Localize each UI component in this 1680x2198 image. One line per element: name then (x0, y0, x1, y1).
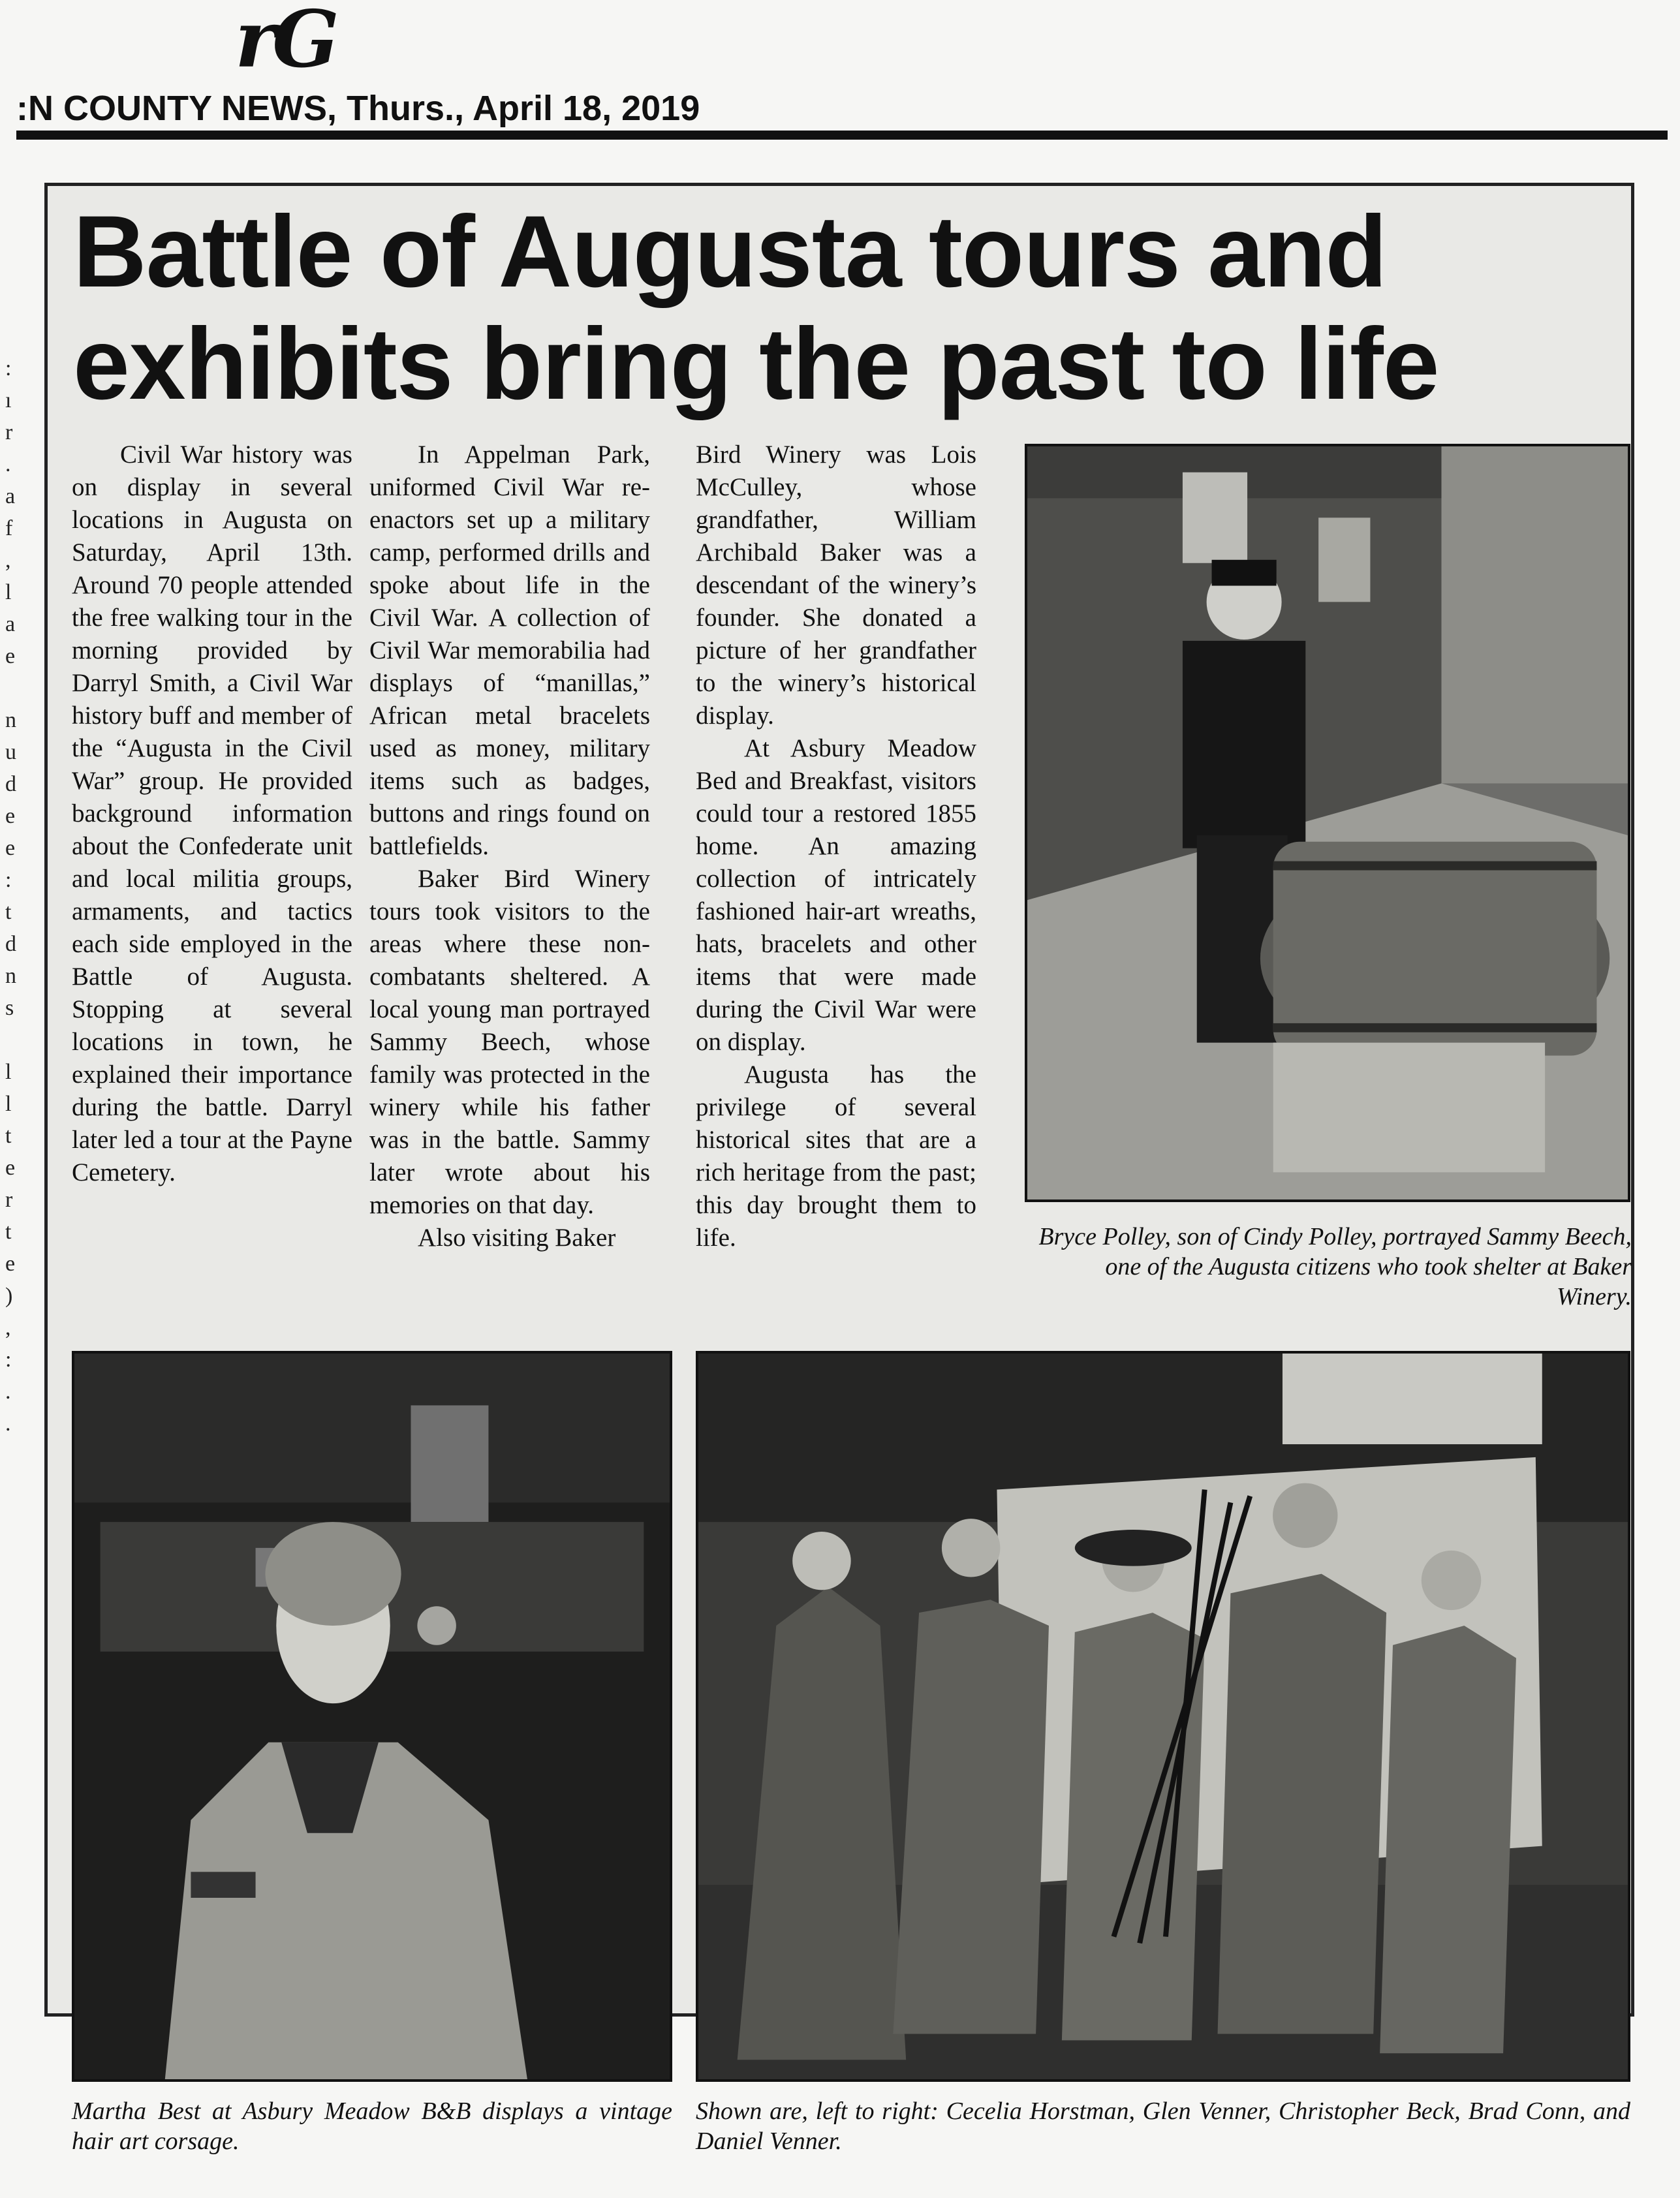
headline-line-2: exhibits bring the past to life (73, 307, 1439, 421)
col2-para-3: Also visiting Baker (418, 1224, 616, 1252)
col3-para-1: Bird Winery was Lois McCulley, whose grandfather, William Archibald Baker was a descendant of the winery’s founder. She donated a picture of her grandfather to the winery’s historical display. (696, 441, 976, 730)
photo-bryce-polley-image (1027, 446, 1628, 1200)
photo-reenactors-image (698, 1354, 1628, 2079)
col1-para-1: Civil War history was on display in several locations in Augusta on Saturday, April 13th. Around 70 people attended the free walking tour in the morning provided by Darryl Smith, a Civil War history buff and member of the “Augusta in the Civil War” group. He provided background information about the Confederate unit and local militia groups, armaments, and tactics each side employed in the Battle of Augusta. Stopping at several locations in town, he explained their importance during the battle. Darryl later led a tour at the Payne Cemetery. (72, 441, 352, 1186)
caption-photo-3: Shown are, left to right: Cecelia Horstman, Glen Venner, Christopher Beck, Brad Conn, and Daniel Venner. (696, 2097, 1630, 2155)
masthead-rule (16, 131, 1668, 140)
col2-para-1: In Appelman Park, uniformed Civil War re-enactors set up a military camp, performed drills and spoke about life in the Civil War. A collection of Civil War memorabilia had displays of “manillas,” African metal bracelets used as money, military items such as badges, buttons and rings found on battlefields. (369, 441, 650, 860)
caption-photo-1: Bryce Polley, son of Cindy Polley, portrayed Sammy Beech, one of the Augusta citizens who took shelter at Baker Winery. (1038, 1223, 1632, 1310)
masthead: :N COUNTY NEWS, Thurs., April 18, 2019 (16, 89, 700, 128)
photo-bryce-polley (1025, 444, 1630, 1202)
adjacent-column-scrap: : ı r . a f , l a e n u d e e : t d n s l l t e r t e ) , : . . (5, 356, 16, 1436)
handwritten-note: rG (235, 0, 335, 85)
headline-line-1: Battle of Augusta tours and (73, 195, 1387, 309)
caption-photo-2: Martha Best at Asbury Meadow B&B displays a vintage hair art corsage. (72, 2097, 672, 2155)
headline (73, 196, 1574, 420)
article-column-3 (696, 439, 976, 1320)
col3-para-2: At Asbury Meadow Bed and Breakfast, visitors could tour a restored 1855 home. An amazing collection of intricately fashioned hair-art wreaths, hats, bracelets and other items that were made during the Civil War were on display. (696, 734, 976, 1056)
photo-martha-best (72, 1351, 672, 2082)
col2-para-2: Baker Bird Winery tours took visitors to the areas where these non-combatants sheltered. A local young man portrayed Sammy Beech, whose family was protected in the winery while his father was in the battle. Sammy later wrote about his memories on that day. (369, 865, 650, 1219)
photo-reenactors (696, 1351, 1630, 2082)
article-column-2 (369, 439, 650, 1320)
article-column-1 (72, 439, 352, 1320)
photo-martha-best-image (74, 1354, 670, 2079)
col3-para-3: Augusta has the privilege of several historical sites that are a rich heritage from the past; this day brought them to life. (696, 1060, 976, 1252)
